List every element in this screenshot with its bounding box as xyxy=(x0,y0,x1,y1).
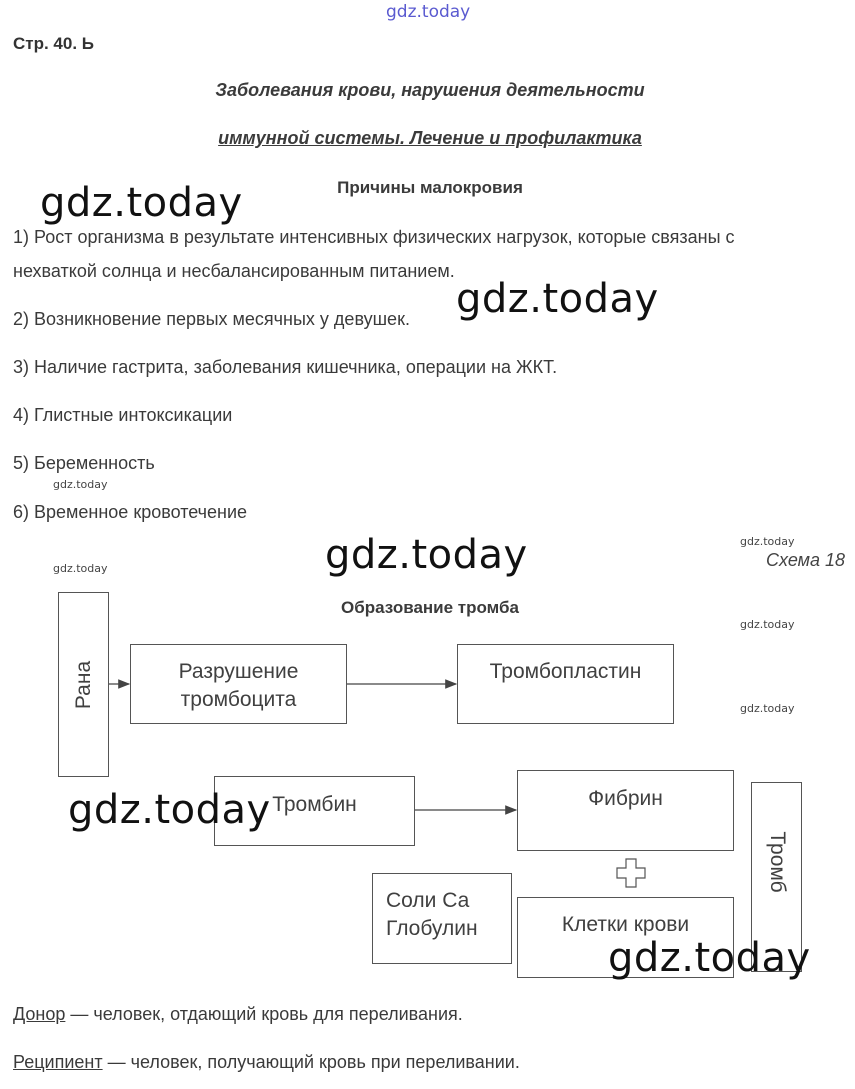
list-item: 2) Возникновение первых месячных у девушек. xyxy=(13,309,410,329)
fibrin-box xyxy=(517,770,734,851)
salts-line: Соли Са xyxy=(386,889,470,912)
platelet-destruction-box xyxy=(130,644,347,724)
watermark: gdz.today xyxy=(456,276,659,322)
scheme-heading: Образование тромба xyxy=(341,598,519,617)
blood-cells-label: Клетки крови xyxy=(561,913,690,936)
list-item: 4) Глистные интоксикации xyxy=(13,405,233,425)
fibrin-label: Фибрин xyxy=(588,787,663,810)
list-item: 3) Наличие гастрита, заболевания кишечника, операции на ЖКТ. xyxy=(13,357,558,377)
platelet-destruction-line-2: тромбоцита xyxy=(180,688,297,711)
watermark-top: gdz.today xyxy=(386,2,471,22)
wound-label: Рана xyxy=(71,660,95,709)
wound-box xyxy=(58,592,109,777)
salts-globulin-label xyxy=(386,887,478,943)
thrombus-label: Тромб xyxy=(765,831,789,893)
anemia-heading: Причины малокровия xyxy=(337,178,523,197)
watermark-small: gdz.today xyxy=(740,535,795,548)
definition-recipient-text: — человек, получающий кровь при переливании. xyxy=(102,1052,520,1072)
page-title-line-2-text: иммунной системы. Лечение и профилактика xyxy=(218,128,642,148)
watermark: gdz.today xyxy=(325,532,528,578)
watermark: gdz.today xyxy=(608,935,811,981)
plus-icon xyxy=(617,859,645,887)
watermark-small: gdz.today xyxy=(740,702,795,715)
list-item: 6) Временное кровотечение xyxy=(13,502,248,522)
watermark: gdz.today xyxy=(68,787,271,833)
thrombin-label: Тромбин xyxy=(272,793,357,816)
list-item: 5) Беременность xyxy=(13,453,155,473)
thromboplastin-box xyxy=(457,644,674,724)
globulin-line: Глобулин xyxy=(386,917,478,940)
page-title-line-1: Заболевания крови, нарушения деятельности xyxy=(215,80,645,100)
list-item: 1) Рост организма в результате интенсивных физических нагрузок, которые связаны с xyxy=(13,227,735,247)
term-donor: Донор xyxy=(13,1004,66,1024)
list-item: нехваткой солнца и несбалансированным питанием. xyxy=(13,261,455,281)
definition-donor xyxy=(13,1004,463,1025)
page-reference: Стр. 40. Ь xyxy=(13,34,95,53)
definition-recipient xyxy=(13,1052,520,1073)
platelet-destruction-label xyxy=(131,658,346,714)
scheme-label: Схема 18 xyxy=(766,550,845,570)
watermark-small: gdz.today xyxy=(53,478,108,491)
thromboplastin-label: Тромбопластин xyxy=(489,660,642,683)
watermark-small: gdz.today xyxy=(740,618,795,631)
salts-globulin-box xyxy=(372,873,512,964)
watermark-small: gdz.today xyxy=(53,562,108,575)
platelet-destruction-line-1: Разрушение xyxy=(178,660,299,683)
watermark: gdz.today xyxy=(40,180,243,226)
definition-donor-text: — человек, отдающий кровь для переливания. xyxy=(65,1004,463,1024)
term-recipient: Реципиент xyxy=(13,1052,103,1072)
